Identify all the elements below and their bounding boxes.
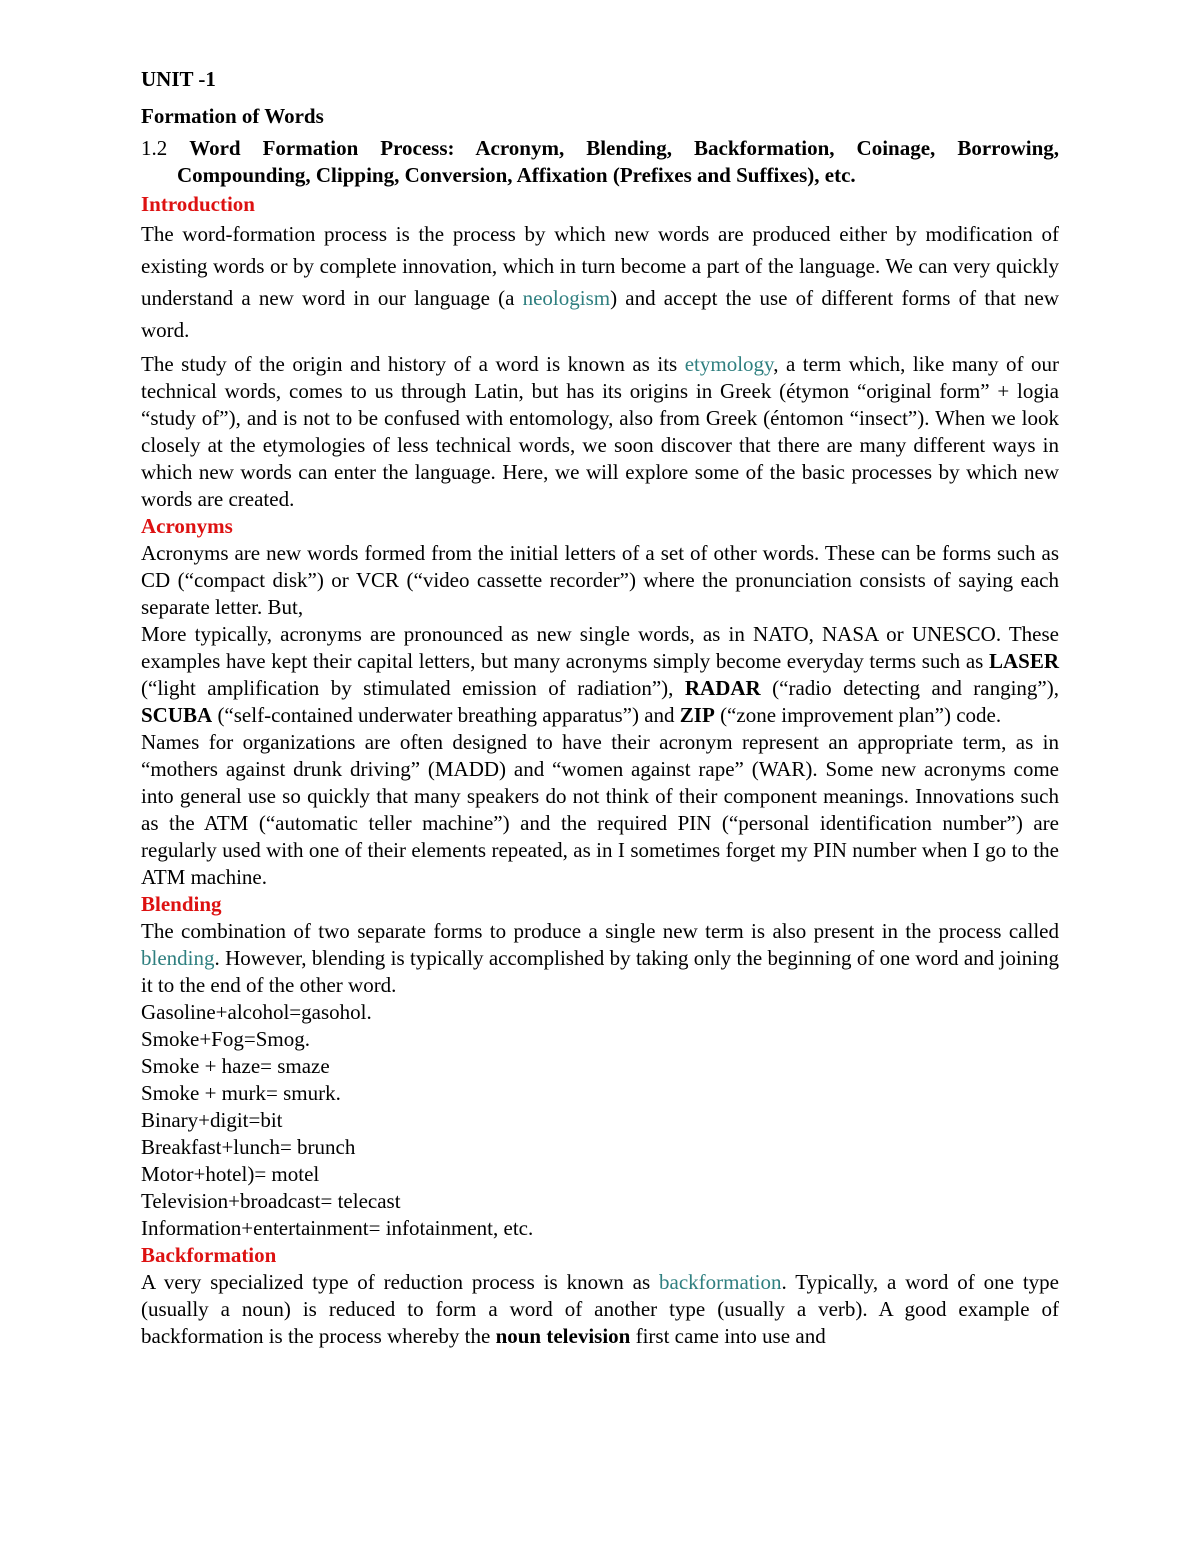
acronyms-p2-text-b: (“light amplification by stimulated emission of radiation”), (141, 676, 685, 700)
blending-p1-text: The combination of two separate forms to produce a single new term is also present in the process called (141, 919, 1059, 943)
blending-example: Motor+hotel)= motel (141, 1162, 320, 1186)
section-title: Word Formation Process: Acronym, Blending, Backformation, Coinage, Borrowing, Compounding, Clipping, Conversion, Affixation (Prefixes and Suffixes), etc. (177, 136, 1060, 187)
backformation-p1-text-b: . Typically, a word of one type (usually a noun) is reduced to form a word of another type (usually a verb). A good example of backformation is the process whereby the (141, 1270, 1059, 1348)
acronyms-paragraph-2 (141, 621, 1059, 729)
blending-example: Breakfast+lunch= brunch (141, 1135, 356, 1159)
blending-p1-text-end: . However, blending is typically accomplished by taking only the beginning of one word and joining it to the end of the other word. (141, 946, 1059, 997)
blending-example: Smoke+Fog=Smog. (141, 1027, 310, 1051)
word-radar: RADAR (684, 676, 761, 700)
backformation-paragraph-1 (141, 1269, 1059, 1350)
unit-label: UNIT -1 (141, 67, 216, 91)
word-zip: ZIP (679, 703, 715, 727)
section-number: 1.2 (141, 136, 168, 160)
backformation-p1-text-end: first came into use and (630, 1324, 826, 1348)
intro-paragraph-1 (141, 218, 1059, 346)
intro-p2-text: The study of the origin and history of a word is known as its (141, 352, 685, 376)
intro-paragraph-2 (141, 351, 1059, 513)
backformation-heading: Backformation (141, 1243, 277, 1267)
blending-example: Information+entertainment= infotainment, etc. (141, 1216, 534, 1240)
blending-heading: Blending (141, 892, 222, 916)
page-title: Formation of Words (141, 104, 324, 128)
word-laser: LASER (988, 649, 1059, 673)
blending-example: Smoke + murk= smurk. (141, 1081, 341, 1105)
acronyms-paragraph-3: Names for organizations are often designed to have their acronym represent an appropriate term, as in “mothers against drunk driving” (MADD) and “women against rape” (WAR). Some new acronyms come into general use so quickly that many speakers do not think of their component meanings. Innovations such as the ATM (“automatic teller machine”) and the required PIN (“personal identification number”) are regularly used with one of their elements repeated, as in I sometimes forget my PIN number when I go to the ATM machine. (141, 730, 1059, 889)
acronyms-paragraph-1: Acronyms are new words formed from the initial letters of a set of other words. These can be forms such as CD (“compact disk”) or VCR (“video cassette recorder”) where the pronunciation consists of saying each separate letter. But, (141, 541, 1059, 619)
section-heading (141, 135, 1059, 189)
document-page (141, 66, 1059, 1350)
backformation-p1-text: A very specialized type of reduction process is known as (141, 1270, 660, 1294)
blending-example: Television+broadcast= telecast (141, 1189, 401, 1213)
blending-example: Smoke + haze= smaze (141, 1054, 330, 1078)
intro-p1-text-end: ) and accept the use of different forms of that new word. (141, 286, 1060, 342)
blending-paragraph-1 (141, 918, 1059, 999)
term-backformation: backformation (659, 1270, 782, 1294)
intro-heading: Introduction (141, 192, 255, 216)
acronyms-p2-text-c: (“radio detecting and ranging”), (760, 676, 1059, 700)
blending-example: Binary+digit=bit (141, 1108, 283, 1132)
intro-p1-text: The word-formation process is the process by which new words are produced either by modification of existing words or by complete innovation, which in turn become a part of the language. We can very quickly understand a new word in our language (a (141, 222, 1059, 310)
intro-p2-text-end: , a term which, like many of our technical words, comes to us through Latin, but has its origins in Greek (étymon “original form” + logia “study of”), and is not to be confused with entomology, also from Greek (éntomon “insect”). When we look closely at the etymologies of less technical words, we soon discover that there are many different ways in which new words can enter the language. Here, we will explore some of the basic processes by which new words are created. (141, 352, 1059, 511)
acronyms-p2-text-d: (“self-contained underwater breathing apparatus”) and (212, 703, 680, 727)
term-blending: blending (141, 946, 215, 970)
word-scuba: SCUBA (141, 703, 213, 727)
phrase-noun-television: noun television (495, 1324, 631, 1348)
term-etymology: etymology (684, 352, 774, 376)
acronyms-heading: Acronyms (141, 514, 233, 538)
acronyms-p2-text: More typically, acronyms are pronounced as new single words, as in NATO, NASA or UNESCO. These examples have kept their capital letters, but many acronyms simply become everyday terms such as (141, 622, 1059, 673)
blending-examples-list (141, 999, 1059, 1242)
term-neologism: neologism (522, 286, 611, 310)
acronyms-p2-text-e: (“zone improvement plan”) code. (714, 703, 1002, 727)
blending-example: Gasoline+alcohol=gasohol. (141, 1000, 372, 1024)
